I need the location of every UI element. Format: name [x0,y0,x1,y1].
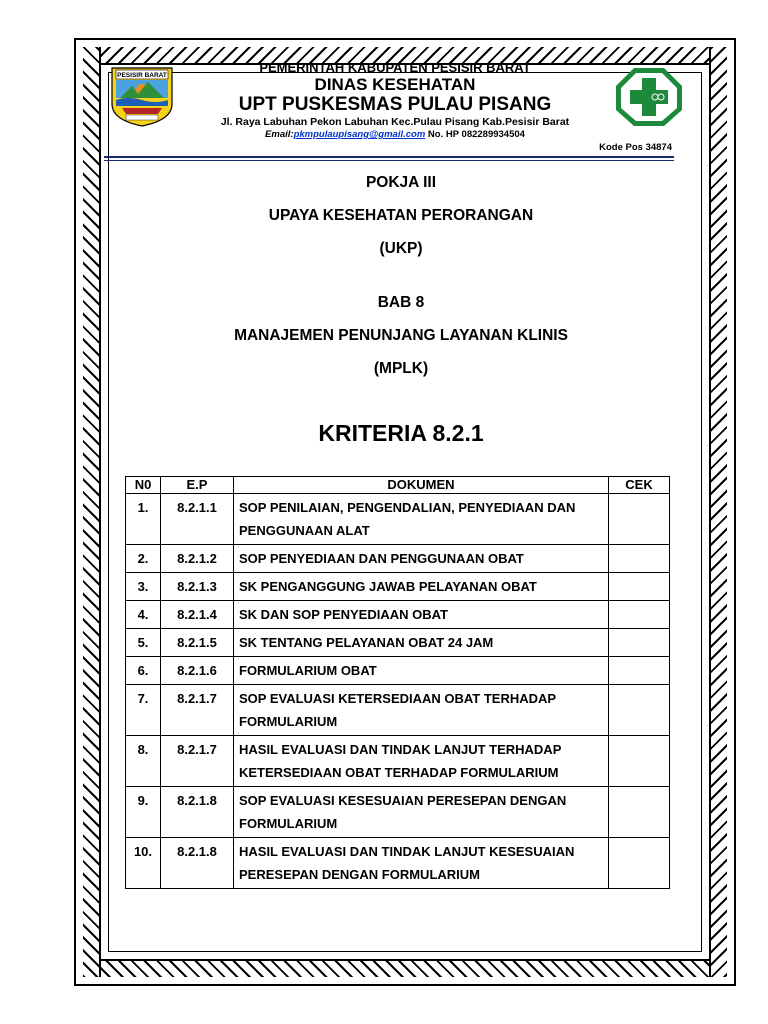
table-header-row [126,477,670,494]
row-check-cell[interactable] [609,629,670,657]
table-row [126,629,670,657]
border-pattern-left [83,47,101,977]
title-block-pokja [104,166,698,265]
header-no: N0 [126,477,161,494]
pokja-title: POKJA III [365,174,437,191]
address: Jl. Raya Labuhan Pekon Labuhan Kec.Pulau Pisang Kab.Pesisir Barat [220,116,570,128]
row-number: 10. [126,838,161,889]
table-row [126,573,670,601]
row-check-cell[interactable] [609,494,670,545]
row-document: SK TENTANG PELAYANAN OBAT 24 JAM [234,629,609,657]
row-check-cell[interactable] [609,601,670,629]
bab-title: BAB 8 [377,294,425,311]
letterhead-divider-thin [104,160,674,161]
row-number: 9. [126,787,161,838]
row-check-cell[interactable] [609,838,670,889]
ukp-title: UPAYA KESEHATAN PERORANGAN [268,207,534,224]
header-dokumen: DOKUMEN [234,477,609,494]
header-cek: CEK [609,477,670,494]
row-document: FORMULARIUM OBAT [234,657,609,685]
title-block-bab [104,286,698,385]
row-document: HASIL EVALUASI DAN TINDAK LANJUT TERHADAP KETERSEDIAAN OBAT TERHADAP FORMULARIUM [234,736,609,787]
row-document: SK PENGANGGUNG JAWAB PELAYANAN OBAT [234,573,609,601]
row-number: 3. [126,573,161,601]
table-row [126,545,670,573]
row-number: 2. [126,545,161,573]
row-check-cell[interactable] [609,545,670,573]
row-check-cell[interactable] [609,736,670,787]
header-ep: E.P [161,477,234,494]
row-number: 7. [126,685,161,736]
email-link[interactable]: pkmpulaupisang@gmail.com [293,129,426,140]
row-ep-code: 8.2.1.8 [161,838,234,889]
row-ep-code: 8.2.1.7 [161,685,234,736]
row-ep-code: 8.2.1.7 [161,736,234,787]
row-document: SK DAN SOP PENYEDIAAN OBAT [234,601,609,629]
row-number: 4. [126,601,161,629]
table-row [126,685,670,736]
table-row [126,838,670,889]
table-row [126,787,670,838]
row-ep-code: 8.2.1.5 [161,629,234,657]
row-check-cell[interactable] [609,657,670,685]
phone-number: No. HP 082289934504 [425,129,525,140]
row-document: SOP PENYEDIAAN DAN PENGGUNAAN OBAT [234,545,609,573]
row-ep-code: 8.2.1.2 [161,545,234,573]
row-check-cell[interactable] [609,573,670,601]
row-number: 6. [126,657,161,685]
kriteria-heading: KRITERIA 8.2.1 [318,420,484,446]
department-name: DINAS KESEHATAN [314,75,476,94]
row-ep-code: 8.2.1.3 [161,573,234,601]
bab-name: MANAJEMEN PENUNJANG LAYANAN KLINIS [234,327,568,344]
postal-code: Kode Pos 34874 [599,142,672,153]
letterhead [180,60,610,141]
row-number: 1. [126,494,161,545]
clinic-name: UPT PUSKESMAS PULAU PISANG [238,94,552,115]
emblem-text: PESISIR BARAT [117,72,167,79]
border-pattern-right [709,47,727,977]
row-document: HASIL EVALUASI DAN TINDAK LANJUT KESESUAIAN PERESEPAN DENGAN FORMULARIUM [234,838,609,889]
ukp-abbreviation: (UKP) [379,240,423,257]
table-row [126,601,670,629]
border-pattern-bottom [83,959,727,977]
letterhead-divider [104,156,674,158]
row-ep-code: 8.2.1.6 [161,657,234,685]
table-row [126,736,670,787]
row-document: SOP PENILAIAN, PENGENDALIAN, PENYEDIAAN DAN PENGGUNAAN ALAT [234,494,609,545]
puskesmas-logo [614,66,684,128]
table-row [126,494,670,545]
row-document: SOP EVALUASI KETERSEDIAAN OBAT TERHADAP FORMULARIUM [234,685,609,736]
row-check-cell[interactable] [609,787,670,838]
row-document: SOP EVALUASI KESESUAIAN PERESEPAN DENGAN FORMULARIUM [234,787,609,838]
regency-emblem-logo [108,64,176,128]
table-row [126,657,670,685]
row-ep-code: 8.2.1.8 [161,787,234,838]
row-check-cell[interactable] [609,685,670,736]
government-name: PEMERINTAH KABUPATEN PESISIR BARAT [259,60,531,75]
document-checklist-table [125,476,670,889]
contact-line [180,129,610,141]
row-ep-code: 8.2.1.1 [161,494,234,545]
row-number: 5. [126,629,161,657]
row-number: 8. [126,736,161,787]
bab-abbreviation: (MPLK) [373,360,429,377]
email-label: Email: [265,129,294,140]
row-ep-code: 8.2.1.4 [161,601,234,629]
